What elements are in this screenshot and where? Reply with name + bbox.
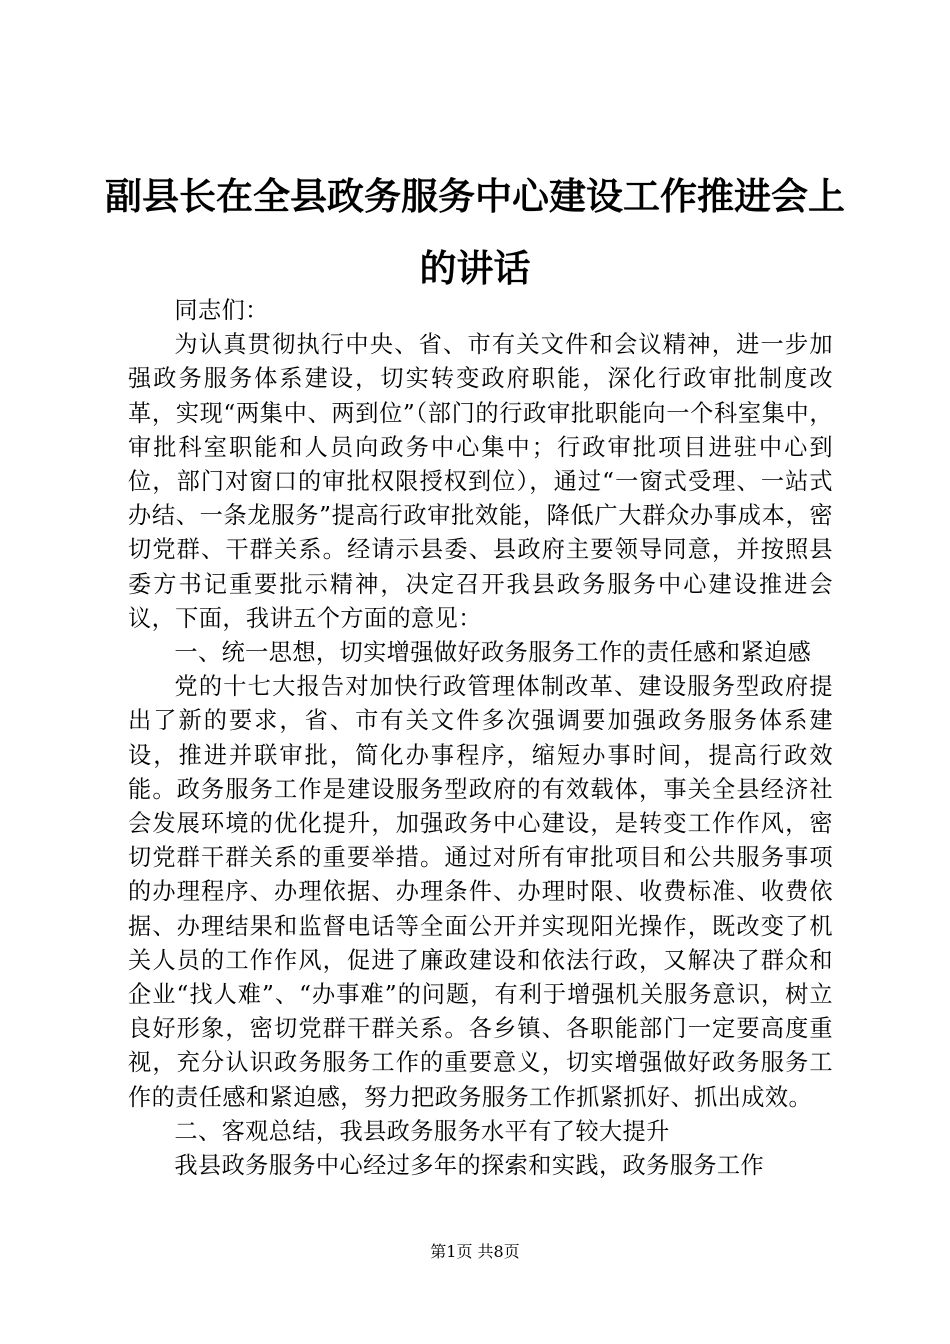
page-footer: 第1页 共8页 [430,1242,520,1261]
document-body [128,294,833,1183]
section-heading-2: 二、客观总结，我县政务服务水平有了较大提升 [174,1117,670,1145]
section-heading-1: 一、统一思想，切实增强做好政务服务工作的责任感和紧迫感 [174,639,812,667]
intro-paragraph: 为认真贯彻执行中央、省、市有关文件和会议精神，进一步加强政务服务体系建设，切实转变政府职能，深化行政审批制度改革，实现“两集中、两到位”（部门的行政审批职能向一个科室集中，审批科室职能和人员向政务中心集中；行政审批项目进驻中心到位，部门对窗口的审批权限授权到位），通过“一窗式受理、一站式办结、一条龙服务”提高行政审批效能，降低广大群众办事成本，密切党群、干群关系。经请示县委、县政府主要领导同意，并按照县委方书记重要批示精神，决定召开我县政务服务中心建设推进会议，下面，我讲五个方面的意见： [128,331,833,632]
document-title: 副县长在全县政务服务中心建设工作推进会上的讲话 [105,174,845,290]
section-2-paragraph: 我县政务服务中心经过多年的探索和实践，政务服务工作 [174,1152,765,1180]
section-1-paragraph: 党的十七大报告对加快行政管理体制改革、建设服务型政府提出了新的要求，省、市有关文件多次强调要加强政务服务体系建设，推进并联审批，简化办事程序，缩短办事时间，提高行政效能。政务服务工作是建设服务型政府的有效载体，事关全县经济社会发展环境的优化提升，加强政务中心建设，是转变工作作风，密切党群干群关系的重要举措。通过对所有审批项目和公共服务事项的办理程序、办理依据、办理条件、办理时限、收费标准、收费依据、办理结果和监督电话等全面公开并实现阳光操作，既改变了机关人员的工作作风，促进了廉政建设和依法行政，又解决了群众和企业“找人难”、“办事难”的问题，有利于增强机关服务意识，树立良好形象，密切党群干群关系。各乡镇、各职能部门一定要高度重视，充分认识政务服务工作的重要意义，切实增强做好政务服务工作的责任感和紧迫感，努力把政务服务工作抓紧抓好、抓出成效。 [128,673,833,1111]
salutation-paragraph: 同志们： [174,297,269,324]
